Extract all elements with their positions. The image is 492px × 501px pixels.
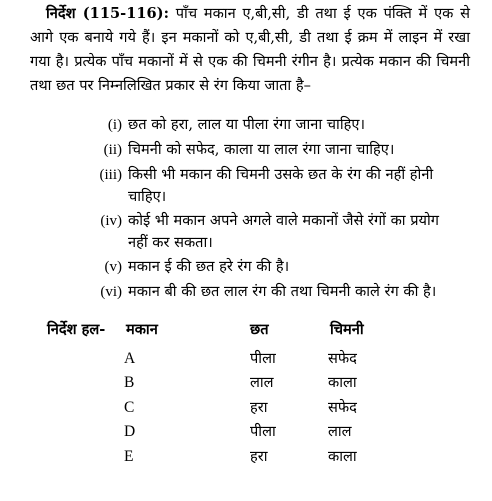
- intro-text: पाँच मकान ए,बी,सी, डी तथा ई एक पंक्ति में एक से आगे एक बनाये गये हैं। इन मकानों को ए,बी,सी, डी तथा ई क्रम में लाइन में रखा गया है। प्रत्येक पाँच मकानों में से एक की चिमनी रंगीन है। प्रत्येक मकान की चिमनी तथा छत पर निम्नलिखित प्रकार से रंग किया जाता है–: [30, 5, 470, 94]
- rule-text: चिमनी को सफेद, काला या लाल रंगा जाना चाहिए।: [128, 141, 395, 158]
- rule-number: (iii): [99, 167, 122, 183]
- house-cell: E: [124, 448, 134, 465]
- solution-label: निर्देश हल-: [47, 321, 106, 338]
- chimney-cell: सफेद: [328, 399, 357, 416]
- house-cell: D: [124, 423, 136, 440]
- rule-number: (vi): [100, 284, 122, 300]
- chimney-cell: काला: [328, 448, 357, 465]
- column-header-house: मकान: [126, 321, 158, 338]
- rule-number: (v): [104, 259, 122, 275]
- rule-text: मकान बी की छत लाल रंग की तथा चिमनी काले रंग की है।: [128, 283, 437, 300]
- rule-text: किसी भी मकान की चिमनी उसके छत के रंग की नहीं होनी चाहिए।: [128, 166, 434, 205]
- chimney-cell: सफेद: [328, 350, 357, 367]
- intro-paragraph: [30, 2, 470, 98]
- house-cell: B: [124, 374, 135, 391]
- rule-number: (ii): [103, 142, 122, 158]
- column-header-roof: छत: [250, 321, 269, 338]
- column-header-chimney: चिमनी: [330, 321, 364, 338]
- rule-text: छत को हरा, लाल या पीला रंगा जाना चाहिए।: [128, 116, 365, 133]
- rule-text: मकान ई की छत हरे रंग की है।: [128, 258, 290, 275]
- rule-number: (iv): [100, 213, 122, 229]
- house-cell: C: [124, 399, 135, 416]
- roof-cell: पीला: [250, 350, 276, 367]
- roof-cell: हरा: [250, 399, 268, 416]
- chimney-cell: लाल: [328, 423, 352, 440]
- directions-heading: निर्देश (115-116):: [46, 5, 169, 22]
- roof-cell: हरा: [250, 448, 268, 465]
- rule-text: कोई भी मकान अपने अगले वाले मकानों जैसे रंगों का प्रयोग नहीं कर सकता।: [128, 212, 439, 251]
- roof-cell: लाल: [250, 374, 274, 391]
- house-cell: A: [124, 350, 136, 367]
- rule-number: (i): [107, 117, 122, 133]
- chimney-cell: काला: [328, 374, 357, 391]
- roof-cell: पीला: [250, 423, 276, 440]
